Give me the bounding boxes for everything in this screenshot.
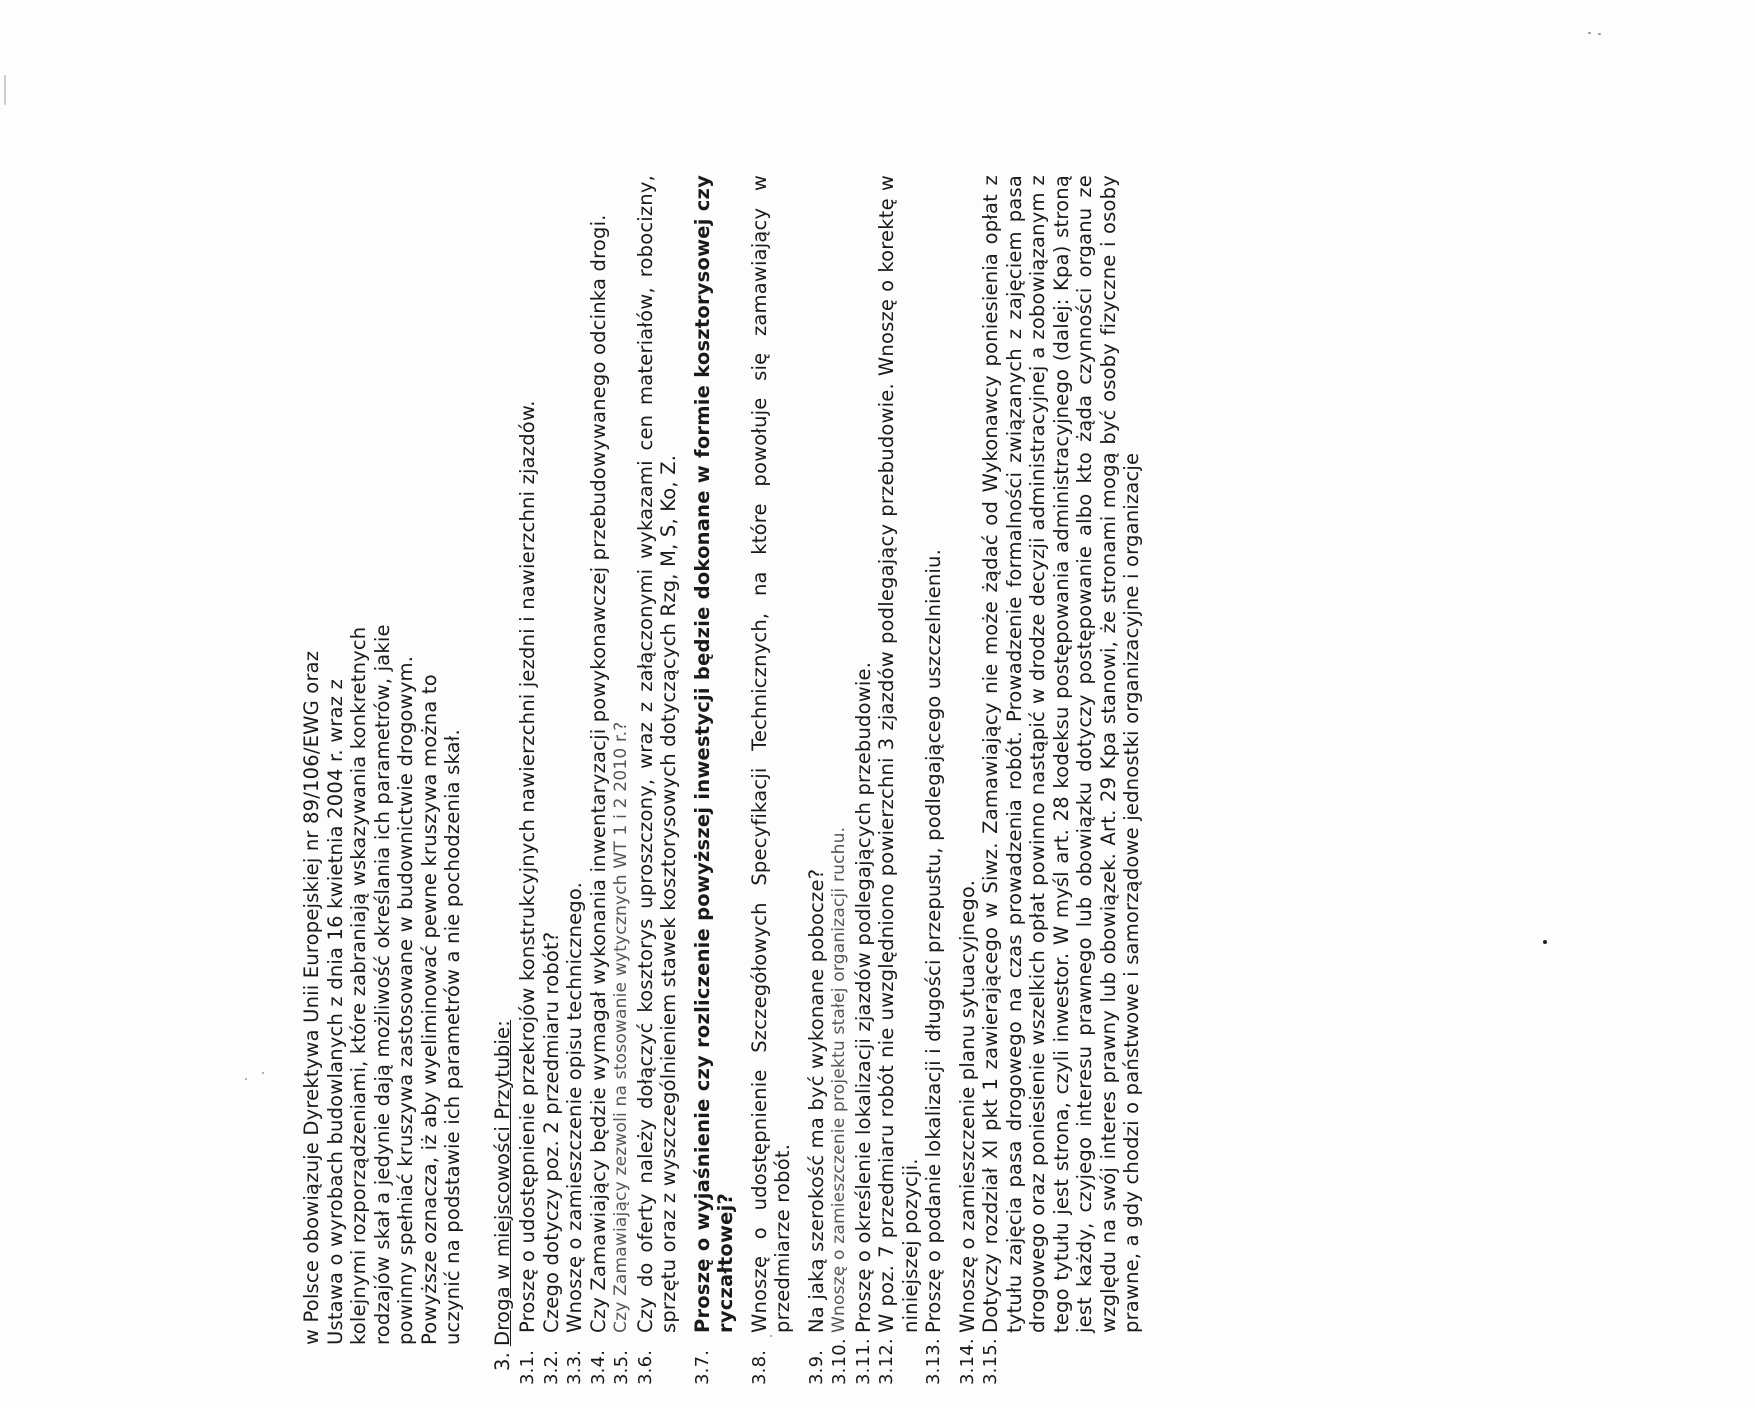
question-list bbox=[516, 175, 1144, 1385]
item-number: 3.12. bbox=[876, 1338, 897, 1385]
item-number: 3.9. bbox=[805, 1349, 827, 1385]
intro-line: uczynić na podstawie ich parametrów a nie pochodzenia skał. bbox=[441, 729, 464, 1345]
section-number: 3. bbox=[490, 1351, 514, 1371]
scan-speck bbox=[4, 75, 6, 105]
item-text: Wnoszę o udostępnienie Szczegółowych Specyfikacji Technicznych, na które powołuje się zamawiający w przedmiarze robót. bbox=[747, 175, 794, 1333]
intro-line: powinny spełniać kruszywa zastosowane w budownictwie drogowym. bbox=[394, 655, 417, 1345]
item-text: Na jaką szerokość ma być wykonane pobocze? bbox=[804, 868, 828, 1333]
question-item bbox=[563, 175, 587, 1385]
item-number: 3.3. bbox=[564, 1349, 585, 1385]
item-text: Czego dotyczy poz. 2 przedmiaru robót? bbox=[539, 931, 563, 1333]
intro-line: rodzajów skał a jedynie dają możliwość określania ich parametrów, jakie bbox=[370, 624, 394, 1345]
item-number: 3.2. bbox=[540, 1349, 562, 1385]
item-text: Czy Zamawiający zezwoli na stosowanie wytycznych WT 1 i 2 2010 r.? bbox=[611, 721, 631, 1333]
item-number: 3.11. bbox=[852, 1338, 874, 1385]
item-number: 3.13. bbox=[923, 1338, 944, 1385]
rotated-text-area bbox=[300, 175, 1200, 1385]
item-text: W poz. 7 przedmiaru robót nie uwzględniono powierzchni 3 zjazdów podlegający przebudowie. Wnoszę o korektę w niniejszej pozycji. bbox=[875, 175, 922, 1333]
intro-line: Ustawa o wyrobach budowlanych z dnia 16 kwietnia 2004 r. wraz z bbox=[323, 678, 347, 1345]
section-heading bbox=[491, 175, 515, 1371]
item-text: Dotyczy rozdział XI pkt 1 zawierającego w Siwz. Zamawiający nie może żądać od Wykonawcy poniesienia opłat z tytułu zajęcia pasa drogowego na czas prowadzenia robót. Prowadzenie formalności związanych z zajęciem pasa drogowego oraz poniesienie wszelkich opłat powinno nastąpić w drodze decyzji administracyjnej a zobowiązanym z tego tytułu jest strona, czyli inwestor. W myśl art. 28 kodeksu postępowania administracyjnego (dalej: Kpa) stroną jest każdy, czyjego interesu prawnego lub obowiązku dotyczy postępowanie albo kto żąda czynności organu ze względu na swój interes prawny lub obowiązek. Art. 29 Kpa stanowi, że stronami mogą być osoby fizyczne i osoby prawne, a gdy chodzi o państwowe i samorządowe jednostki organizacyjne i organizacje bbox=[979, 175, 1143, 1333]
item-number: 3.4. bbox=[587, 1349, 609, 1385]
item-number: 3.15. bbox=[980, 1338, 1001, 1385]
intro-line: kolejnymi rozporządzeniami, które zabraniają wskazywania konkretnych bbox=[347, 626, 370, 1345]
question-item bbox=[956, 175, 980, 1385]
section-title: Droga w miejscowości Przytubie: bbox=[490, 1019, 514, 1346]
question-item bbox=[979, 175, 1144, 1385]
item-number: 3.7. bbox=[691, 1349, 713, 1385]
scan-speck bbox=[262, 1072, 264, 1074]
question-item bbox=[875, 175, 922, 1385]
intro-line: Powyższe oznacza, iż aby wyeliminować pewne kruszywa można to bbox=[417, 674, 441, 1345]
item-text: Proszę o określenie lokalizacji zjazdów podlegających przebudowie. bbox=[851, 661, 875, 1333]
item-number: 3.10. bbox=[829, 1338, 850, 1385]
item-number: 3.14. bbox=[956, 1338, 978, 1385]
item-text: Proszę o podanie lokalizacji i długości przepustu, podlegającego uszczelnieniu. bbox=[922, 549, 945, 1333]
question-item bbox=[540, 175, 564, 1385]
item-text: Czy Zamawiający będzie wymagał wykonania inwentaryzacji powykonawczej przebudowywanego odcinka drogi. bbox=[586, 214, 610, 1333]
item-text: Czy do oferty należy dołączyć kosztorys uproszczony, wraz z załączonymi wykazami cen materiałów, robocizny, sprzętu oraz z wyszczególnieniem stawek kosztorysowych dotyczących Rzg, M, S, Ko, Z. bbox=[633, 175, 680, 1333]
item-number: 3.6. bbox=[634, 1349, 656, 1385]
intro-line: w Polsce obowiązuje Dyrektywa Unii Europejskiej nr 89/106/EWG oraz bbox=[300, 650, 323, 1345]
question-item bbox=[828, 175, 852, 1385]
item-text: Wnoszę o zamieszczenie opisu technicznego. bbox=[563, 881, 586, 1333]
question-item bbox=[691, 175, 738, 1385]
item-text: Wnoszę o zamieszczenie projektu stałej organizacji ruchu. bbox=[829, 826, 849, 1333]
scan-speck bbox=[1588, 32, 1591, 34]
item-text: Proszę o udostępnienie przekrojów konstrukcyjnych nawierzchni jezdni i nawierzchni zjazdów. bbox=[516, 400, 539, 1333]
intro-paragraph bbox=[300, 175, 465, 1385]
item-number: 3.1. bbox=[517, 1349, 538, 1385]
question-item bbox=[587, 175, 611, 1385]
item-text: Wnoszę o zamieszczenie planu sytuacyjnego. bbox=[955, 879, 979, 1333]
item-number: 3.5. bbox=[611, 1349, 632, 1385]
ink-dot bbox=[1543, 940, 1547, 944]
question-item bbox=[610, 175, 634, 1385]
scan-speck bbox=[245, 1078, 247, 1080]
question-item bbox=[922, 175, 946, 1385]
question-item bbox=[516, 175, 540, 1385]
item-text: Proszę o wyjaśnienie czy rozliczenie powyższej inwestycji będzie dokonane w formie kosztorysowej czy ryczałtowej? bbox=[690, 175, 737, 1333]
question-item bbox=[852, 175, 876, 1385]
question-item bbox=[748, 175, 795, 1385]
item-number: 3.8. bbox=[748, 1349, 770, 1385]
scan-speck bbox=[1598, 33, 1601, 35]
question-item bbox=[634, 175, 681, 1385]
document-body bbox=[300, 175, 1200, 1385]
question-item bbox=[805, 175, 829, 1385]
